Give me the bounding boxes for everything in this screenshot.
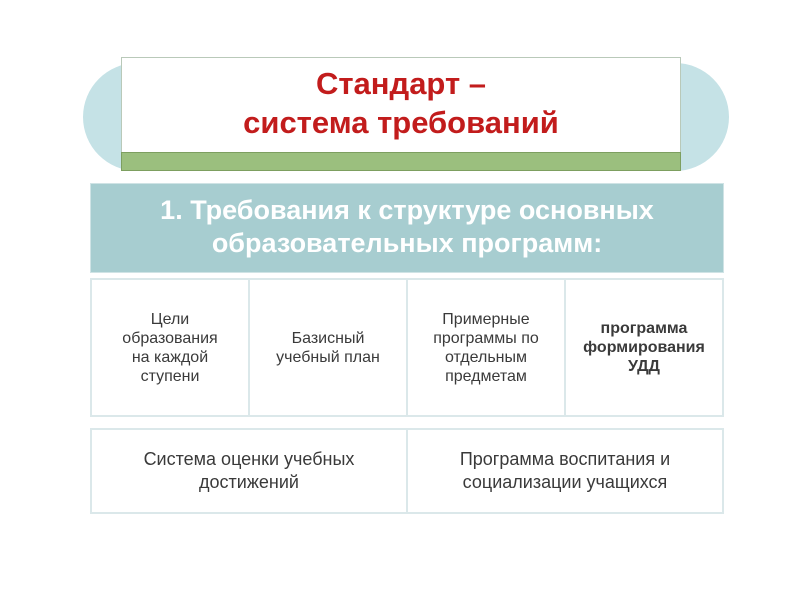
title-green-stripe	[121, 152, 681, 171]
programs-row	[90, 428, 724, 514]
title-line-2: система требований	[243, 105, 559, 140]
component-sample-programs	[408, 280, 566, 415]
component-udd-program	[566, 280, 722, 415]
component-goals	[92, 280, 250, 415]
component-goals-line: образования	[122, 329, 218, 347]
component-goals-line: на каждой	[131, 348, 209, 366]
component-basic-plan-line: Базисный	[291, 329, 365, 347]
component-sample-programs-line: Примерные	[442, 310, 530, 328]
program-assessment-line: Система оценки учебных	[143, 449, 355, 469]
program-upbringing-line: Программа воспитания и	[459, 449, 671, 469]
component-goals-line: ступени	[140, 367, 200, 385]
program-upbringing	[408, 430, 722, 512]
program-assessment	[92, 430, 408, 512]
program-components-row	[90, 278, 724, 417]
component-udd-program-line: формирования	[583, 339, 705, 356]
section-line-1: 1. Требования к структуре основных	[160, 195, 654, 225]
section-line-2: образовательных программ:	[211, 228, 603, 258]
component-basic-plan-line: учебный план	[276, 348, 380, 366]
program-assessment-line: достижений	[199, 472, 299, 492]
component-udd-program-line: УДД	[628, 358, 660, 375]
component-udd-program-line: программа	[600, 320, 688, 337]
program-upbringing-line: социализации учащихся	[462, 472, 668, 492]
component-sample-programs-line: предметам	[445, 367, 527, 385]
component-goals-line: Цели	[150, 310, 190, 328]
component-sample-programs-line: отдельным	[444, 348, 528, 366]
component-basic-plan	[250, 280, 408, 415]
slide-title	[121, 64, 681, 142]
section-header-title	[90, 194, 724, 260]
component-sample-programs-line: программы по	[433, 329, 539, 347]
title-line-1: Стандарт –	[315, 66, 486, 101]
